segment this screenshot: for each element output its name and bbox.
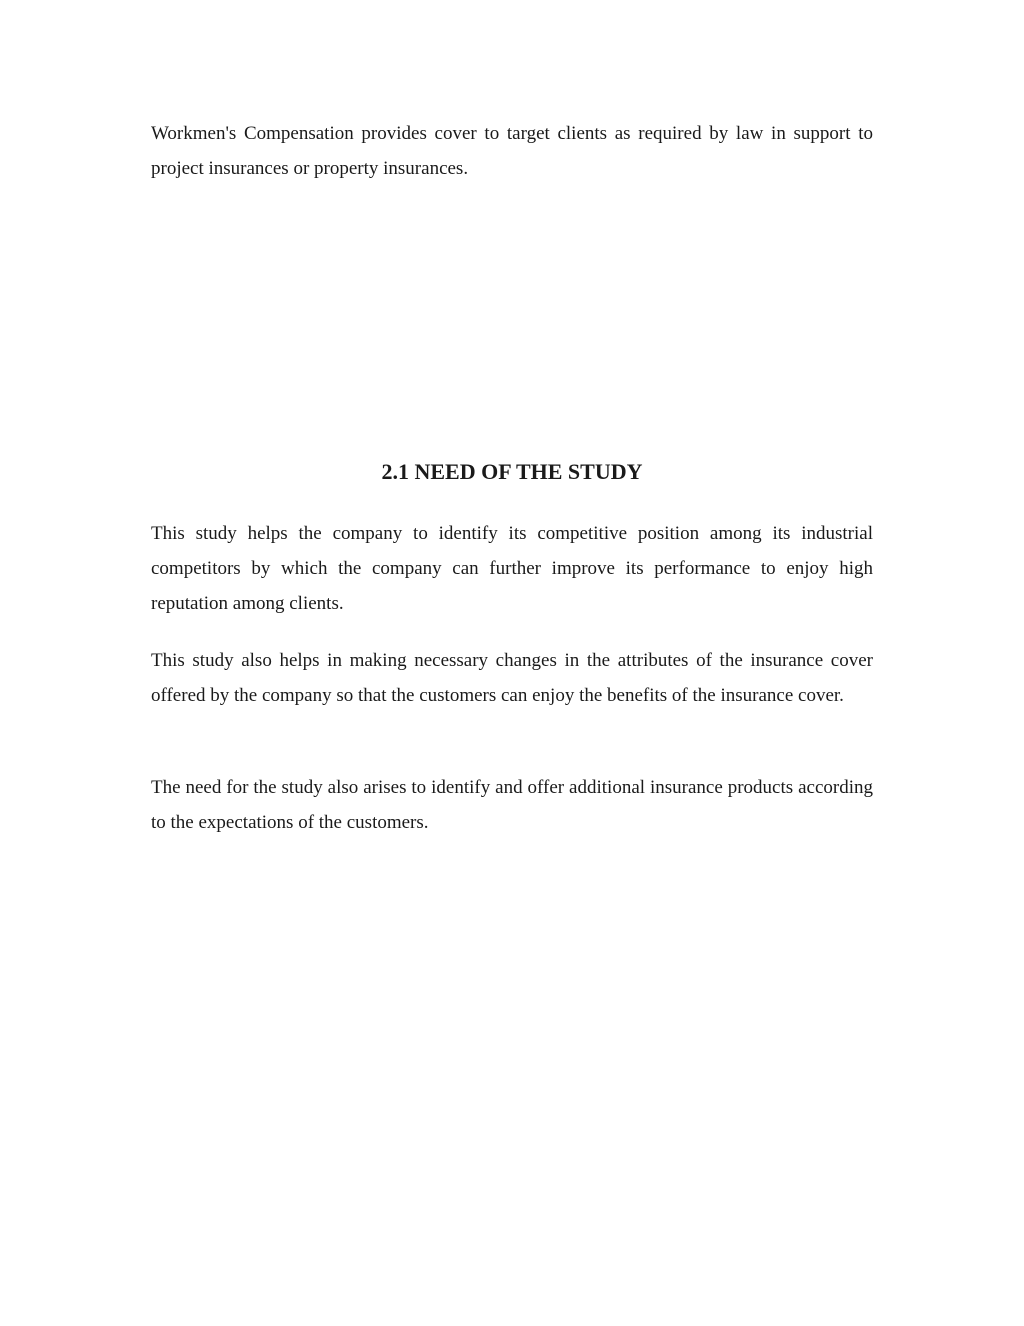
body-paragraph-1: This study helps the company to identify its competitive position among its industrial competitors by which the company can further improve its performance to enjoy high reputation among clients.: [151, 523, 873, 614]
body-paragraph-3: The need for the study also arises to identify and offer additional insurance products according to the expectations of the customers.: [151, 777, 873, 833]
section-heading: 2.1 NEED OF THE STUDY: [381, 459, 643, 484]
intro-paragraph: Workmen's Compensation provides cover to target clients as required by law in support to project insurances or property insurances.: [151, 123, 873, 179]
body-paragraph-2: This study also helps in making necessary changes in the attributes of the insurance cover offered by the company so that the customers can enjoy the benefits of the insurance cover.: [151, 650, 873, 706]
